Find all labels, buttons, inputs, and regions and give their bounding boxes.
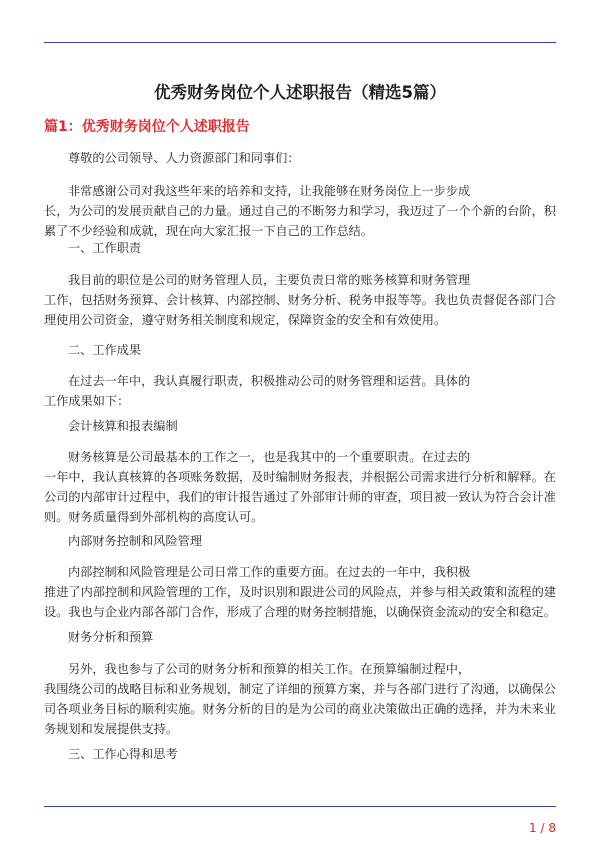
section-heading: 篇1：优秀财务岗位个人述职报告 <box>44 119 250 135</box>
paragraph-line: 则。财务质量得到外部机构的高度认可。 <box>44 510 264 524</box>
duties-paragraph <box>44 270 556 330</box>
paragraph-line: 内部控制和风险管理是公司日常工作的重要方面。在过去的一年中，我积极 <box>68 565 471 579</box>
subheading-text: 二、工作成果 <box>68 343 142 357</box>
paragraph-line: 累了不少经验和成就，现在向大家汇报一下自己的工作总结。 <box>44 224 374 238</box>
subheading-internal-control <box>44 531 556 551</box>
paragraph-line: 另外，我也参与了公司的财务分析和预算的相关工作。在预算编制过程中， <box>68 662 471 676</box>
paragraph-line: 我围绕公司的战略目标和业务规划，制定了详细的预算方案，并与各部门进行了沟通，以确保公 <box>44 682 556 696</box>
subheading-text: 三、工作心得和思考 <box>68 747 178 761</box>
page-indicator: 1 / 8 <box>529 821 556 835</box>
paragraph-line: 一年中，我认真核算的各项账务数据，及时编制财务报表，并根据公司需求进行分析和解释。在 <box>44 470 556 484</box>
paragraph-line: 设。我也与企业内部各部门合作，形成了合理的财务控制措施，以确保资金流动的安全和稳定。 <box>44 605 556 619</box>
subheading-text: 内部财务控制和风险管理 <box>68 534 203 548</box>
paragraph-line: 务规划和发展提供支持。 <box>44 722 179 736</box>
paragraph-line: 理使用公司资金，遵守财务相关制度和规定，保障资金的安全和有效使用。 <box>44 313 447 327</box>
heading-reflections <box>44 744 556 764</box>
paragraph-line: 工作成果如下： <box>44 394 130 408</box>
paragraph-line: 财务核算是公司最基本的工作之一，也是我其中的一个重要职责。在过去的 <box>68 450 471 464</box>
document-title: 优秀财务岗位个人述职报告（精选5篇） <box>154 83 446 102</box>
analysis-budget-paragraph <box>44 659 556 739</box>
bottom-rule <box>44 806 556 807</box>
paragraph-line: 在过去一年中，我认真履行职责，积极推动公司的财务管理和运营。具体的 <box>68 374 471 388</box>
paragraph-line: 非常感谢公司对我这些年来的培养和支持，让我能够在财务岗位上一步步成 <box>68 184 471 198</box>
subheading-text: 一、工作职责 <box>68 241 142 255</box>
heading-work-results <box>44 340 556 360</box>
paragraph-line: 司各项业务目标的顺利实施。财务分析的目的是为公司的商业决策做出正确的选择，并为未来业 <box>44 702 556 716</box>
top-rule <box>44 42 556 43</box>
paragraph-line: 工作，包括财务预算、会计核算、内部控制、财务分析、税务申报等等。我也负责督促各部门合 <box>44 293 556 307</box>
paragraph-line: 公司的内部审计过程中，我们的审计报告通过了外部审计师的审查，项目被一致认为符合会计准 <box>44 490 556 504</box>
internal-control-paragraph <box>44 562 556 622</box>
paragraph-line: 长，为公司的发展贡献自己的力量。通过自己的不断努力和学习，我迈过了一个个新的台阶，积 <box>44 204 556 218</box>
heading-job-duties <box>44 238 556 258</box>
paragraph-line: 我目前的职位是公司的财务管理人员，主要负责日常的账务核算和财务管理 <box>68 273 471 287</box>
subheading-analysis-budget <box>44 627 556 647</box>
subheading-text: 财务分析和预算 <box>68 630 154 644</box>
greeting-paragraph <box>44 148 556 168</box>
intro-paragraph <box>44 181 556 241</box>
paragraph-line: 推进了内部控制和风险管理的工作，及时识别和跟进公司的风险点，并参与相关政策和流程的建 <box>44 585 556 599</box>
results-intro-paragraph <box>44 371 556 411</box>
subheading-text: 会计核算和报表编制 <box>68 419 178 433</box>
subheading-accounting <box>44 416 556 436</box>
accounting-paragraph <box>44 447 556 527</box>
greeting-line: 尊敬的公司领导、人力资源部门和同事们： <box>68 151 300 165</box>
